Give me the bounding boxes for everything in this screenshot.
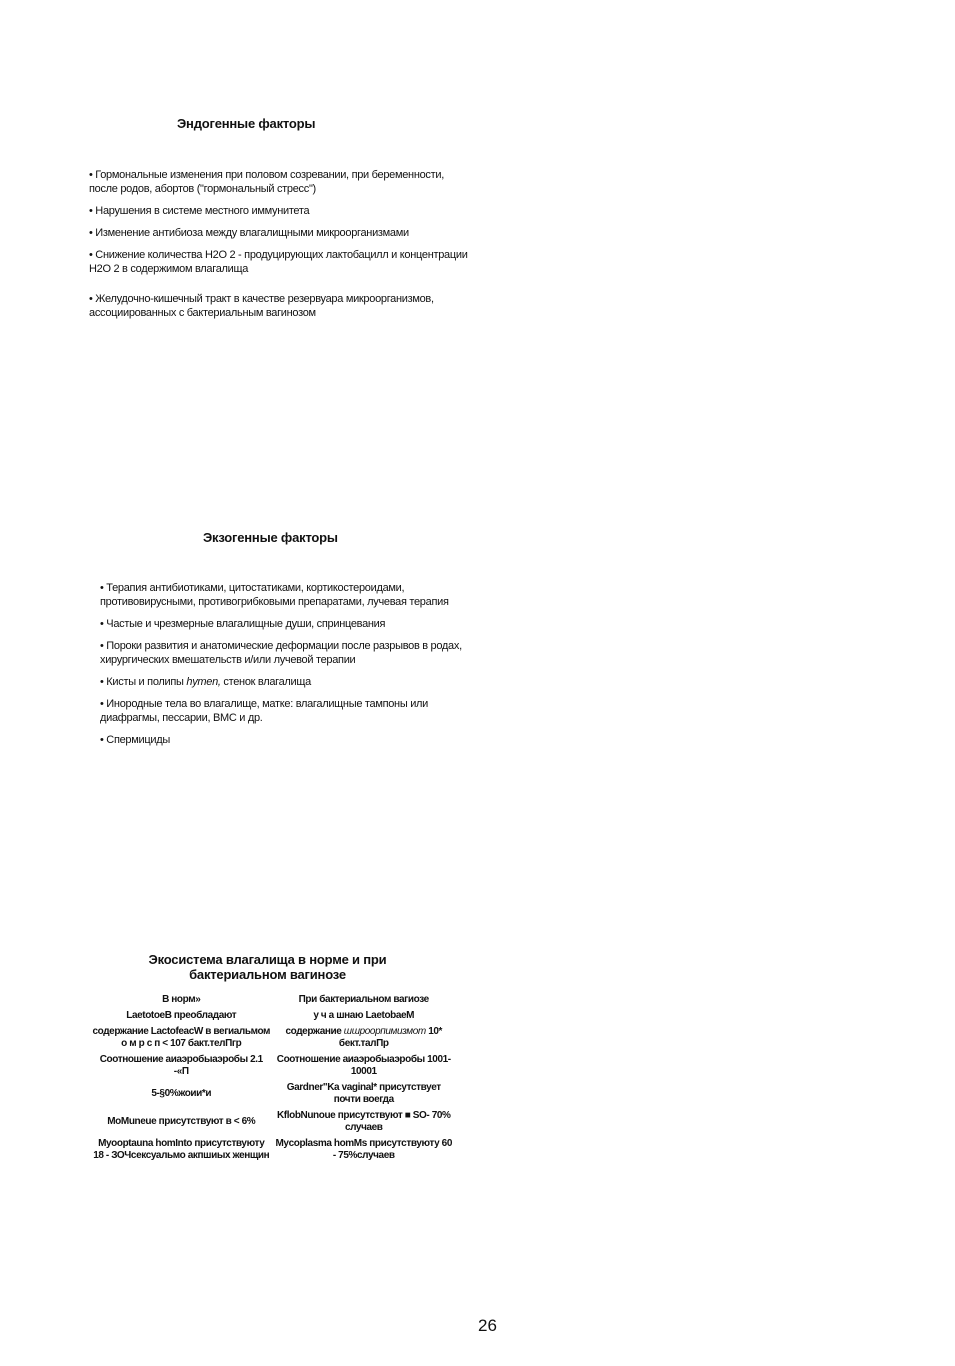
table-header-row: [90, 992, 455, 1008]
table-row: [90, 1136, 455, 1164]
table-row: [90, 1024, 455, 1052]
table-header-cell: При бактериальном вагиозе: [298, 994, 429, 1005]
list-item: • Гормональные изменения при половом созревании, при беременности, после родов, абортов ("гормональный стресс"): [89, 169, 444, 195]
list-item: • Терапия антибиотиками, цитостатиками, кортикостероидами, противовирусными, противогрибковыми препаратами, лучевая терапия: [100, 582, 449, 608]
table-cell: Gardner"Ka vaginal* присутствует почти воегда: [286, 1082, 441, 1105]
list-item: • Желудочно-кишечный тракт в качестве резервуара микроорганизмов, ассоциированных с бактериальным вагинозом: [89, 293, 434, 319]
table-cell: у ч а шнаю LaetobaeM: [313, 1010, 415, 1021]
table-header-cell: В норм»: [162, 994, 201, 1005]
table-row: [90, 1008, 455, 1024]
list-item-text: стенок влагалища: [220, 676, 311, 688]
table-cell: MoMuneue присутствуют в < 6%: [107, 1116, 256, 1127]
list-item-italic: hymen,: [186, 676, 221, 688]
table-row: [90, 1052, 455, 1080]
table-cell: Myooptauna homInto присутствуюту 18 - ЗОЧсексуальмо акпшиых женщин: [93, 1138, 270, 1161]
table-row: [90, 1080, 455, 1108]
endogenous-list: [89, 168, 469, 328]
exogenous-list: [100, 581, 472, 755]
table-row: [90, 1108, 455, 1136]
table-cell: Соотношение аиаэробыаэробы 1001-10001: [276, 1054, 451, 1077]
ecosystem-title: Экосистема влагалища в норме и при бактериальном вагинозе: [148, 952, 387, 982]
exogenous-title: Экзогенные факторы: [203, 530, 338, 545]
table-cell: KflobNunoue присутствуют ■ SO- 70% случаев: [276, 1110, 451, 1133]
table-cell-italic: шшроорпимизмот: [343, 1026, 426, 1037]
list-item: • Частые и чрезмерные влагалищные души, спринцевания: [100, 618, 386, 630]
endogenous-title: Эндогенные факторы: [177, 116, 316, 131]
list-item: [100, 675, 472, 689]
list-item: • Пороки развития и анатомические деформации после разрывов в родах, хирургических вмешательств и/или лучевой терапии: [100, 640, 462, 666]
table-cell: Соотношение аиаэробыаэробы 2.1 -«П: [99, 1054, 263, 1077]
list-item: • Изменение антибиоза между влагалищными микроорганизмами: [89, 227, 409, 239]
table-cell: 5-§0%жоии*и: [151, 1088, 212, 1099]
list-item-text: • Кисты и полипы: [100, 676, 187, 688]
table-cell: LaetotoeB преобладают: [126, 1010, 237, 1021]
ecosystem-table: [90, 992, 455, 1164]
list-item: • Снижение количества Н2О 2 - продуцирующих лактобацилл и концентрации Н2О 2 в содержимом влагалища: [89, 249, 468, 275]
table-cell: содержание LactofeacW в вегиальмом о м р с п < 107 бакт.телПгр: [92, 1026, 271, 1049]
list-item: • Инородные тела во влагалище, матке: влагалищные тампоны или диафрагмы, пессарии, ВМС и др.: [100, 698, 429, 724]
table-cell-text: 10* бект.талПр: [338, 1026, 443, 1049]
list-item: • Спермициды: [100, 734, 170, 746]
table-cell: [273, 1024, 456, 1052]
list-item: • Нарушения в системе местного иммунитета: [89, 205, 310, 217]
table-cell: Mycoplasma homMs присутствуюту 60 - 75%случаев: [275, 1138, 452, 1161]
table-cell-text: содержание: [285, 1026, 344, 1037]
page-number: 26: [478, 1316, 497, 1335]
